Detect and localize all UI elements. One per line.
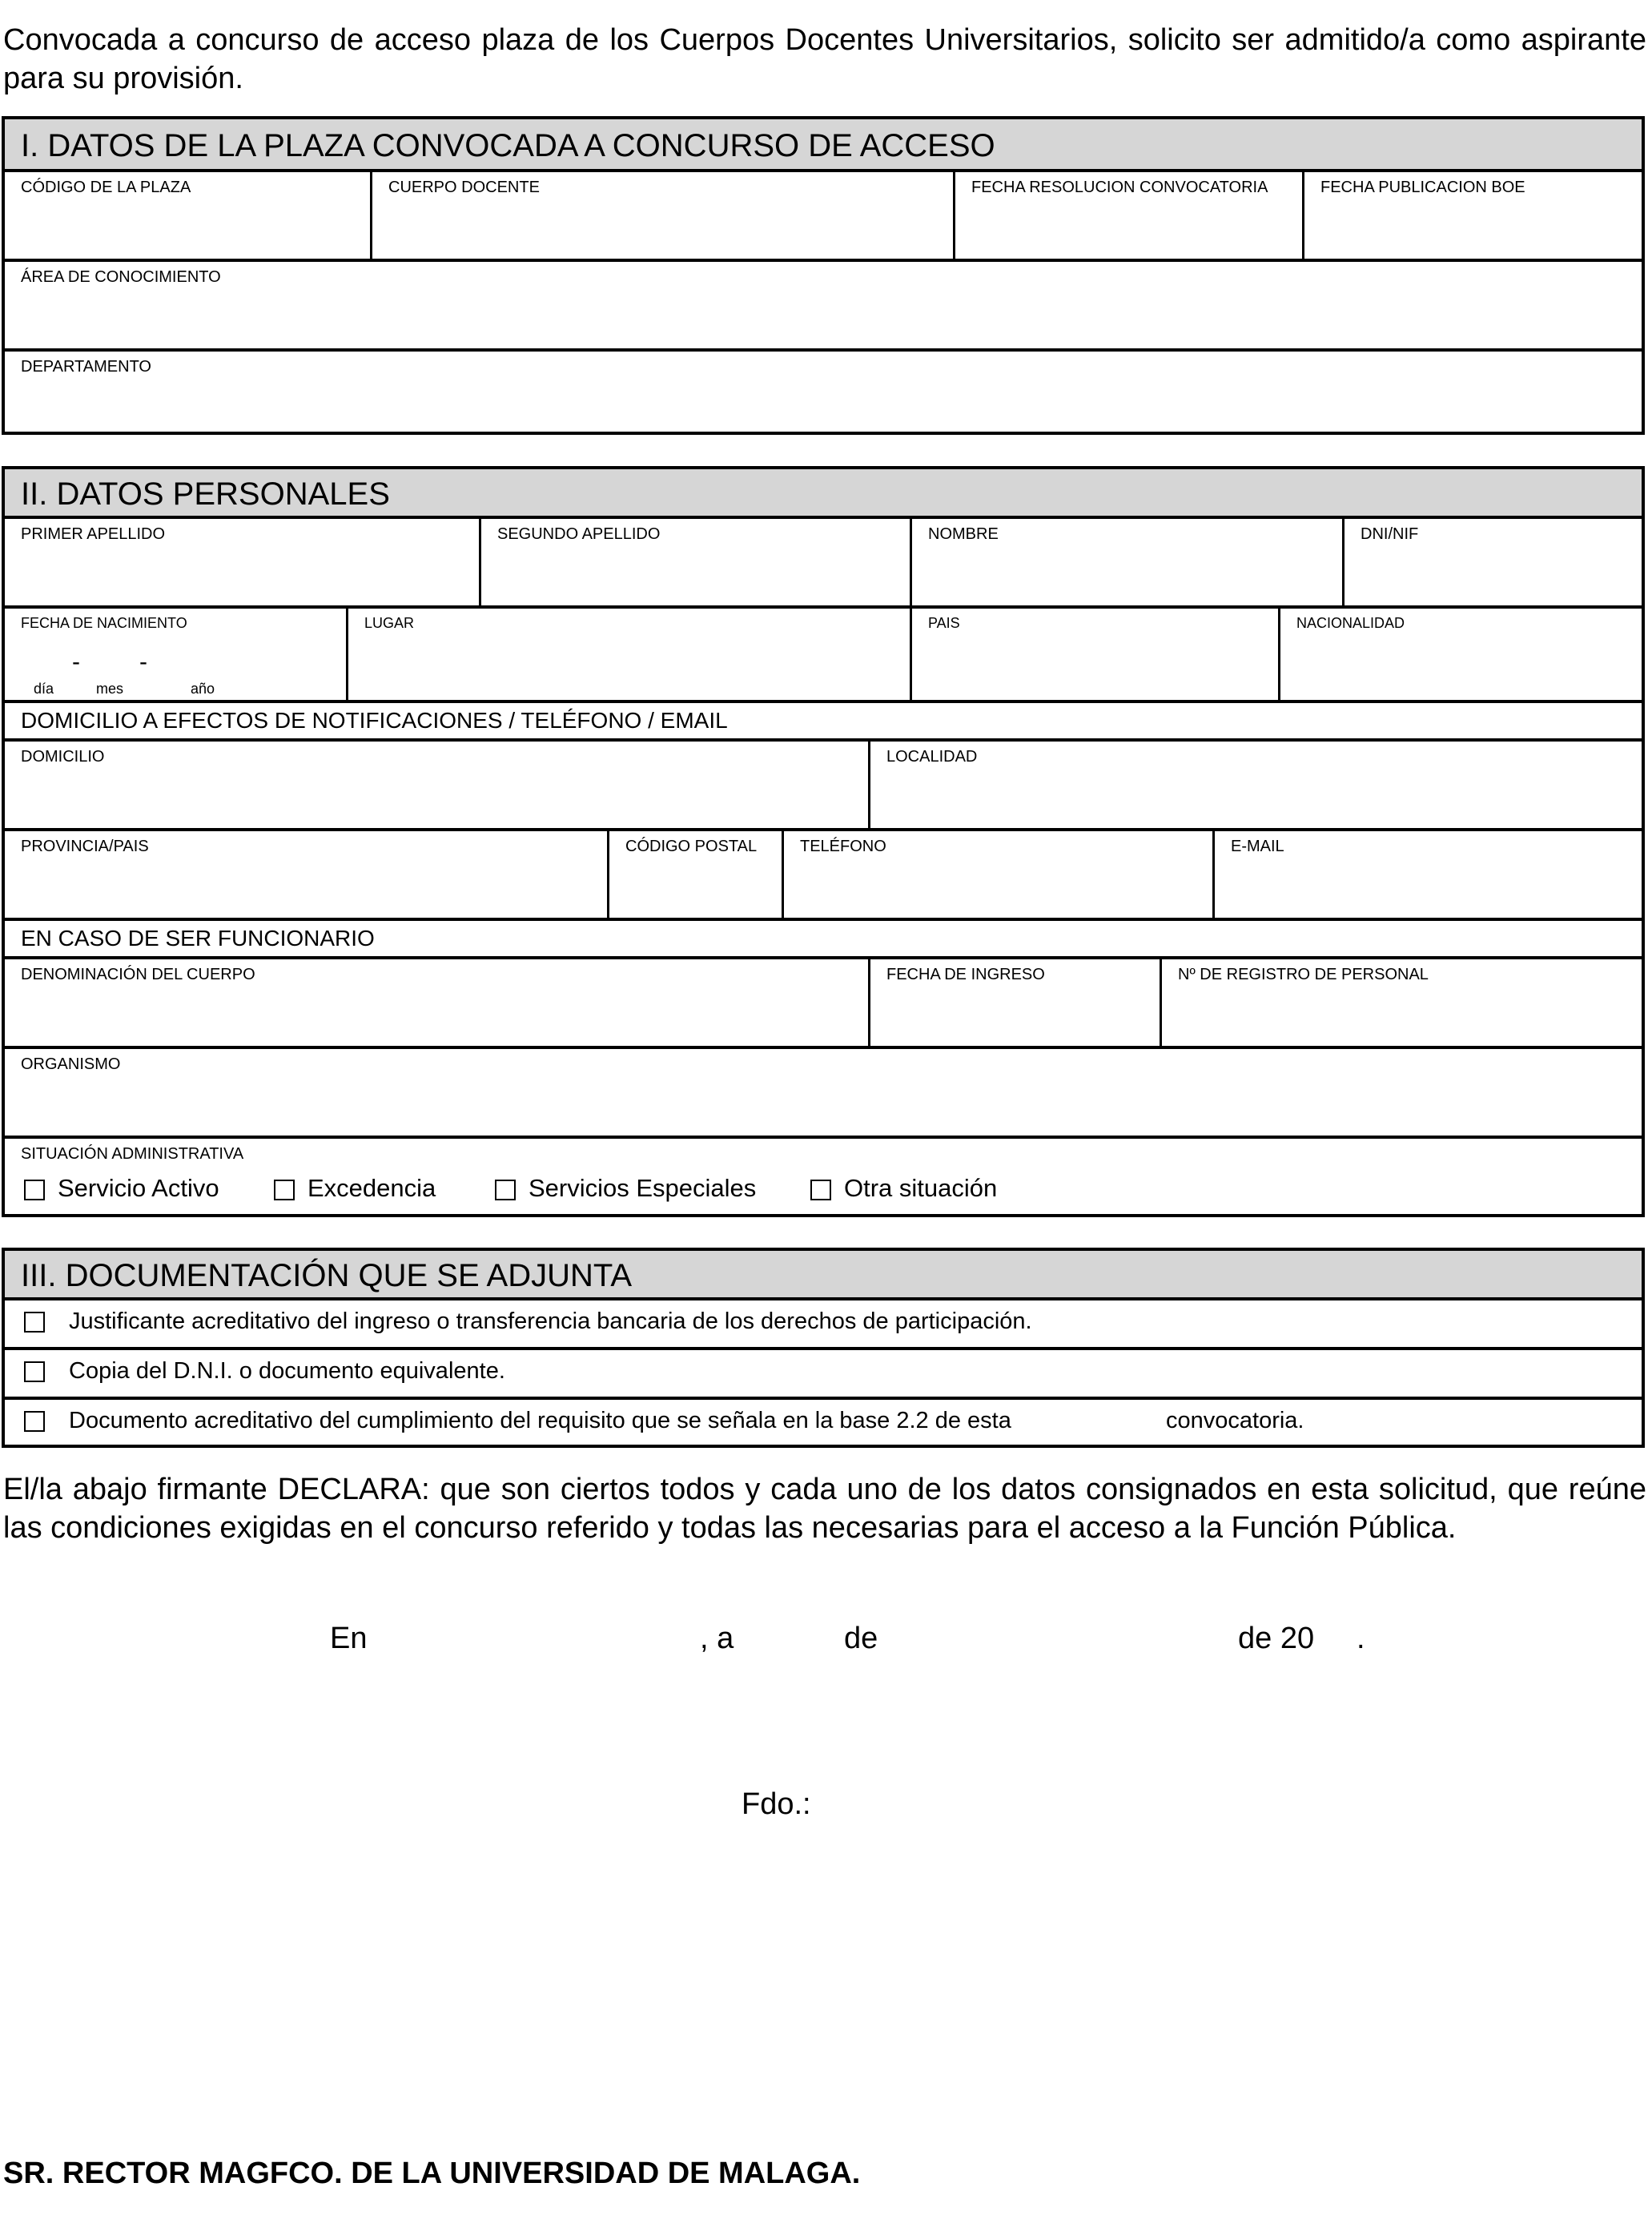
servicios-especiales-label: Servicios Especiales [529,1174,757,1202]
situacion-label: SITUACIÓN ADMINISTRATIVA [21,1145,244,1163]
area-label: ÁREA DE CONOCIMIENTO [21,268,221,286]
otra-situacion-option[interactable] [810,1174,997,1203]
cuerpo-row [5,959,1642,1049]
excedencia-label: Excedencia [307,1174,436,1202]
departamento-label: DEPARTAMENTO [21,358,151,376]
localidad-label: LOCALIDAD [886,748,978,766]
servicio-activo-checkbox[interactable] [24,1180,45,1200]
organismo-label: ORGANISMO [21,1055,121,1073]
segundo-apellido-field[interactable] [479,519,910,605]
excedencia-option[interactable] [274,1174,436,1203]
place-de: de [844,1622,878,1655]
intro-text: Convocada a concurso de acceso plaza de los Cuerpos Docentes Universitarios, solicito ser admitido/a como aspirante para su provisión. [3,23,1646,95]
pais-label: PAIS [928,615,960,631]
addressee: SR. RECTOR MAGFCO. DE LA UNIVERSIDAD DE MALAGA. [3,2157,861,2190]
dni-text: Copia del D.N.I. o documento equivalente. [69,1358,505,1384]
lugar-label: LUGAR [364,615,415,631]
date-separator-1: - [72,649,80,675]
requisito-checkbox[interactable] [24,1411,45,1432]
requisito-text-cont: convocatoria. [1166,1408,1304,1433]
nacionalidad-field[interactable] [1278,609,1642,700]
cuerpo-docente-label: CUERPO DOCENTE [388,179,540,196]
dni-checkbox[interactable] [24,1361,45,1382]
servicio-activo-option[interactable] [24,1174,219,1203]
domicilio-heading: DOMICILIO A EFECTOS DE NOTIFICACIONES / TELÉFONO / EMAIL [21,708,728,733]
servicio-activo-label: Servicio Activo [58,1174,219,1202]
nacionalidad-label: NACIONALIDAD [1296,615,1405,631]
fecha-nacimiento-label: FECHA DE NACIMIENTO [21,615,187,631]
doc-item-requisito[interactable] [5,1400,1642,1446]
fecha-publicacion-label: FECHA PUBLICACION BOE [1320,179,1525,196]
fecha-resolucion-field[interactable] [953,172,1302,259]
provincia-row [5,831,1642,921]
servicios-especiales-checkbox[interactable] [495,1180,516,1200]
cuerpo-docente-field[interactable] [370,172,953,259]
signature-label: Fdo.: [742,1787,811,1821]
place-de20: de 20 [1238,1622,1315,1655]
mes-label: mes [96,681,124,697]
declaration-text: El/la abajo firmante DECLARA: que son ciertos todos y cada uno de los datos consignados en esta solicitud, que reúne las condiciones exigidas en el concurso referido y todas las necesarias para el acceso a la Función Pública. [3,1473,1646,1545]
domicilio-heading-row [5,703,1642,742]
dni-field[interactable] [1342,519,1642,605]
registro-label: Nº DE REGISTRO DE PERSONAL [1178,966,1429,983]
otra-situacion-checkbox[interactable] [810,1180,831,1200]
section-plaza [2,116,1645,435]
place-en: En [330,1622,368,1655]
section-personales [2,466,1645,1217]
denominacion-field[interactable] [5,959,868,1046]
excedencia-checkbox[interactable] [274,1180,295,1200]
domicilio-field[interactable] [5,742,868,828]
provincia-field[interactable] [5,831,607,918]
fecha-nacimiento-field[interactable] [5,609,346,700]
telefono-field[interactable] [782,831,1212,918]
situacion-row [5,1139,1642,1216]
localidad-field[interactable] [868,742,1642,828]
area-field[interactable] [5,262,1642,352]
place-a: , a [700,1622,734,1655]
lugar-field[interactable] [346,609,910,700]
codigo-plaza-field[interactable] [5,172,370,259]
section-documentacion [2,1248,1645,1448]
telefono-label: TELÉFONO [800,838,886,855]
email-field[interactable] [1212,831,1642,918]
fecha-ingreso-label: FECHA DE INGRESO [886,966,1045,983]
fecha-ingreso-field[interactable] [868,959,1160,1046]
codigo-plaza-label: CÓDIGO DE LA PLAZA [21,179,191,196]
pais-field[interactable] [910,609,1278,700]
primer-apellido-field[interactable] [5,519,479,605]
names-row [5,519,1642,609]
organismo-field[interactable] [5,1049,1642,1139]
funcionario-heading-row [5,921,1642,959]
birth-row [5,609,1642,703]
plaza-row-1 [5,172,1642,262]
departamento-field[interactable] [5,352,1642,432]
dia-label: día [34,681,54,697]
domicilio-row [5,742,1642,831]
section-plaza-title: I. DATOS DE LA PLAZA CONVOCADA A CONCURSO DE ACCESO [5,119,1642,172]
servicios-especiales-option[interactable] [495,1174,756,1203]
nombre-label: NOMBRE [928,525,999,543]
justificante-checkbox[interactable] [24,1312,45,1333]
denominacion-label: DENOMINACIÓN DEL CUERPO [21,966,255,983]
place-dot: . [1357,1622,1365,1655]
nombre-field[interactable] [910,519,1342,605]
primer-apellido-label: PRIMER APELLIDO [21,525,166,543]
section-documentacion-title: III. DOCUMENTACIÓN QUE SE ADJUNTA [5,1251,1642,1300]
doc-item-dni[interactable] [5,1350,1642,1400]
otra-situacion-label: Otra situación [844,1174,998,1202]
funcionario-heading: EN CASO DE SER FUNCIONARIO [21,926,375,951]
email-label: E-MAIL [1231,838,1284,855]
date-separator-2: - [139,649,147,675]
justificante-text: Justificante acreditativo del ingreso o transferencia bancaria de los derechos de participación. [69,1308,1032,1334]
fecha-resolucion-label: FECHA RESOLUCION CONVOCATORIA [971,179,1268,196]
dni-label: DNI/NIF [1361,525,1419,543]
segundo-apellido-label: SEGUNDO APELLIDO [497,525,661,543]
fecha-publicacion-field[interactable] [1302,172,1642,259]
doc-item-justificante[interactable] [5,1300,1642,1350]
codigo-postal-label: CÓDIGO POSTAL [625,838,758,855]
requisito-text: Documento acreditativo del cumplimiento del requisito que se señala en la base 2.2 de esta [69,1408,1011,1433]
registro-field[interactable] [1160,959,1642,1046]
codigo-postal-field[interactable] [607,831,782,918]
domicilio-label: DOMICILIO [21,748,105,766]
section-personales-title: II. DATOS PERSONALES [5,469,1642,519]
anio-label: año [191,681,215,697]
provincia-label: PROVINCIA/PAIS [21,838,149,855]
